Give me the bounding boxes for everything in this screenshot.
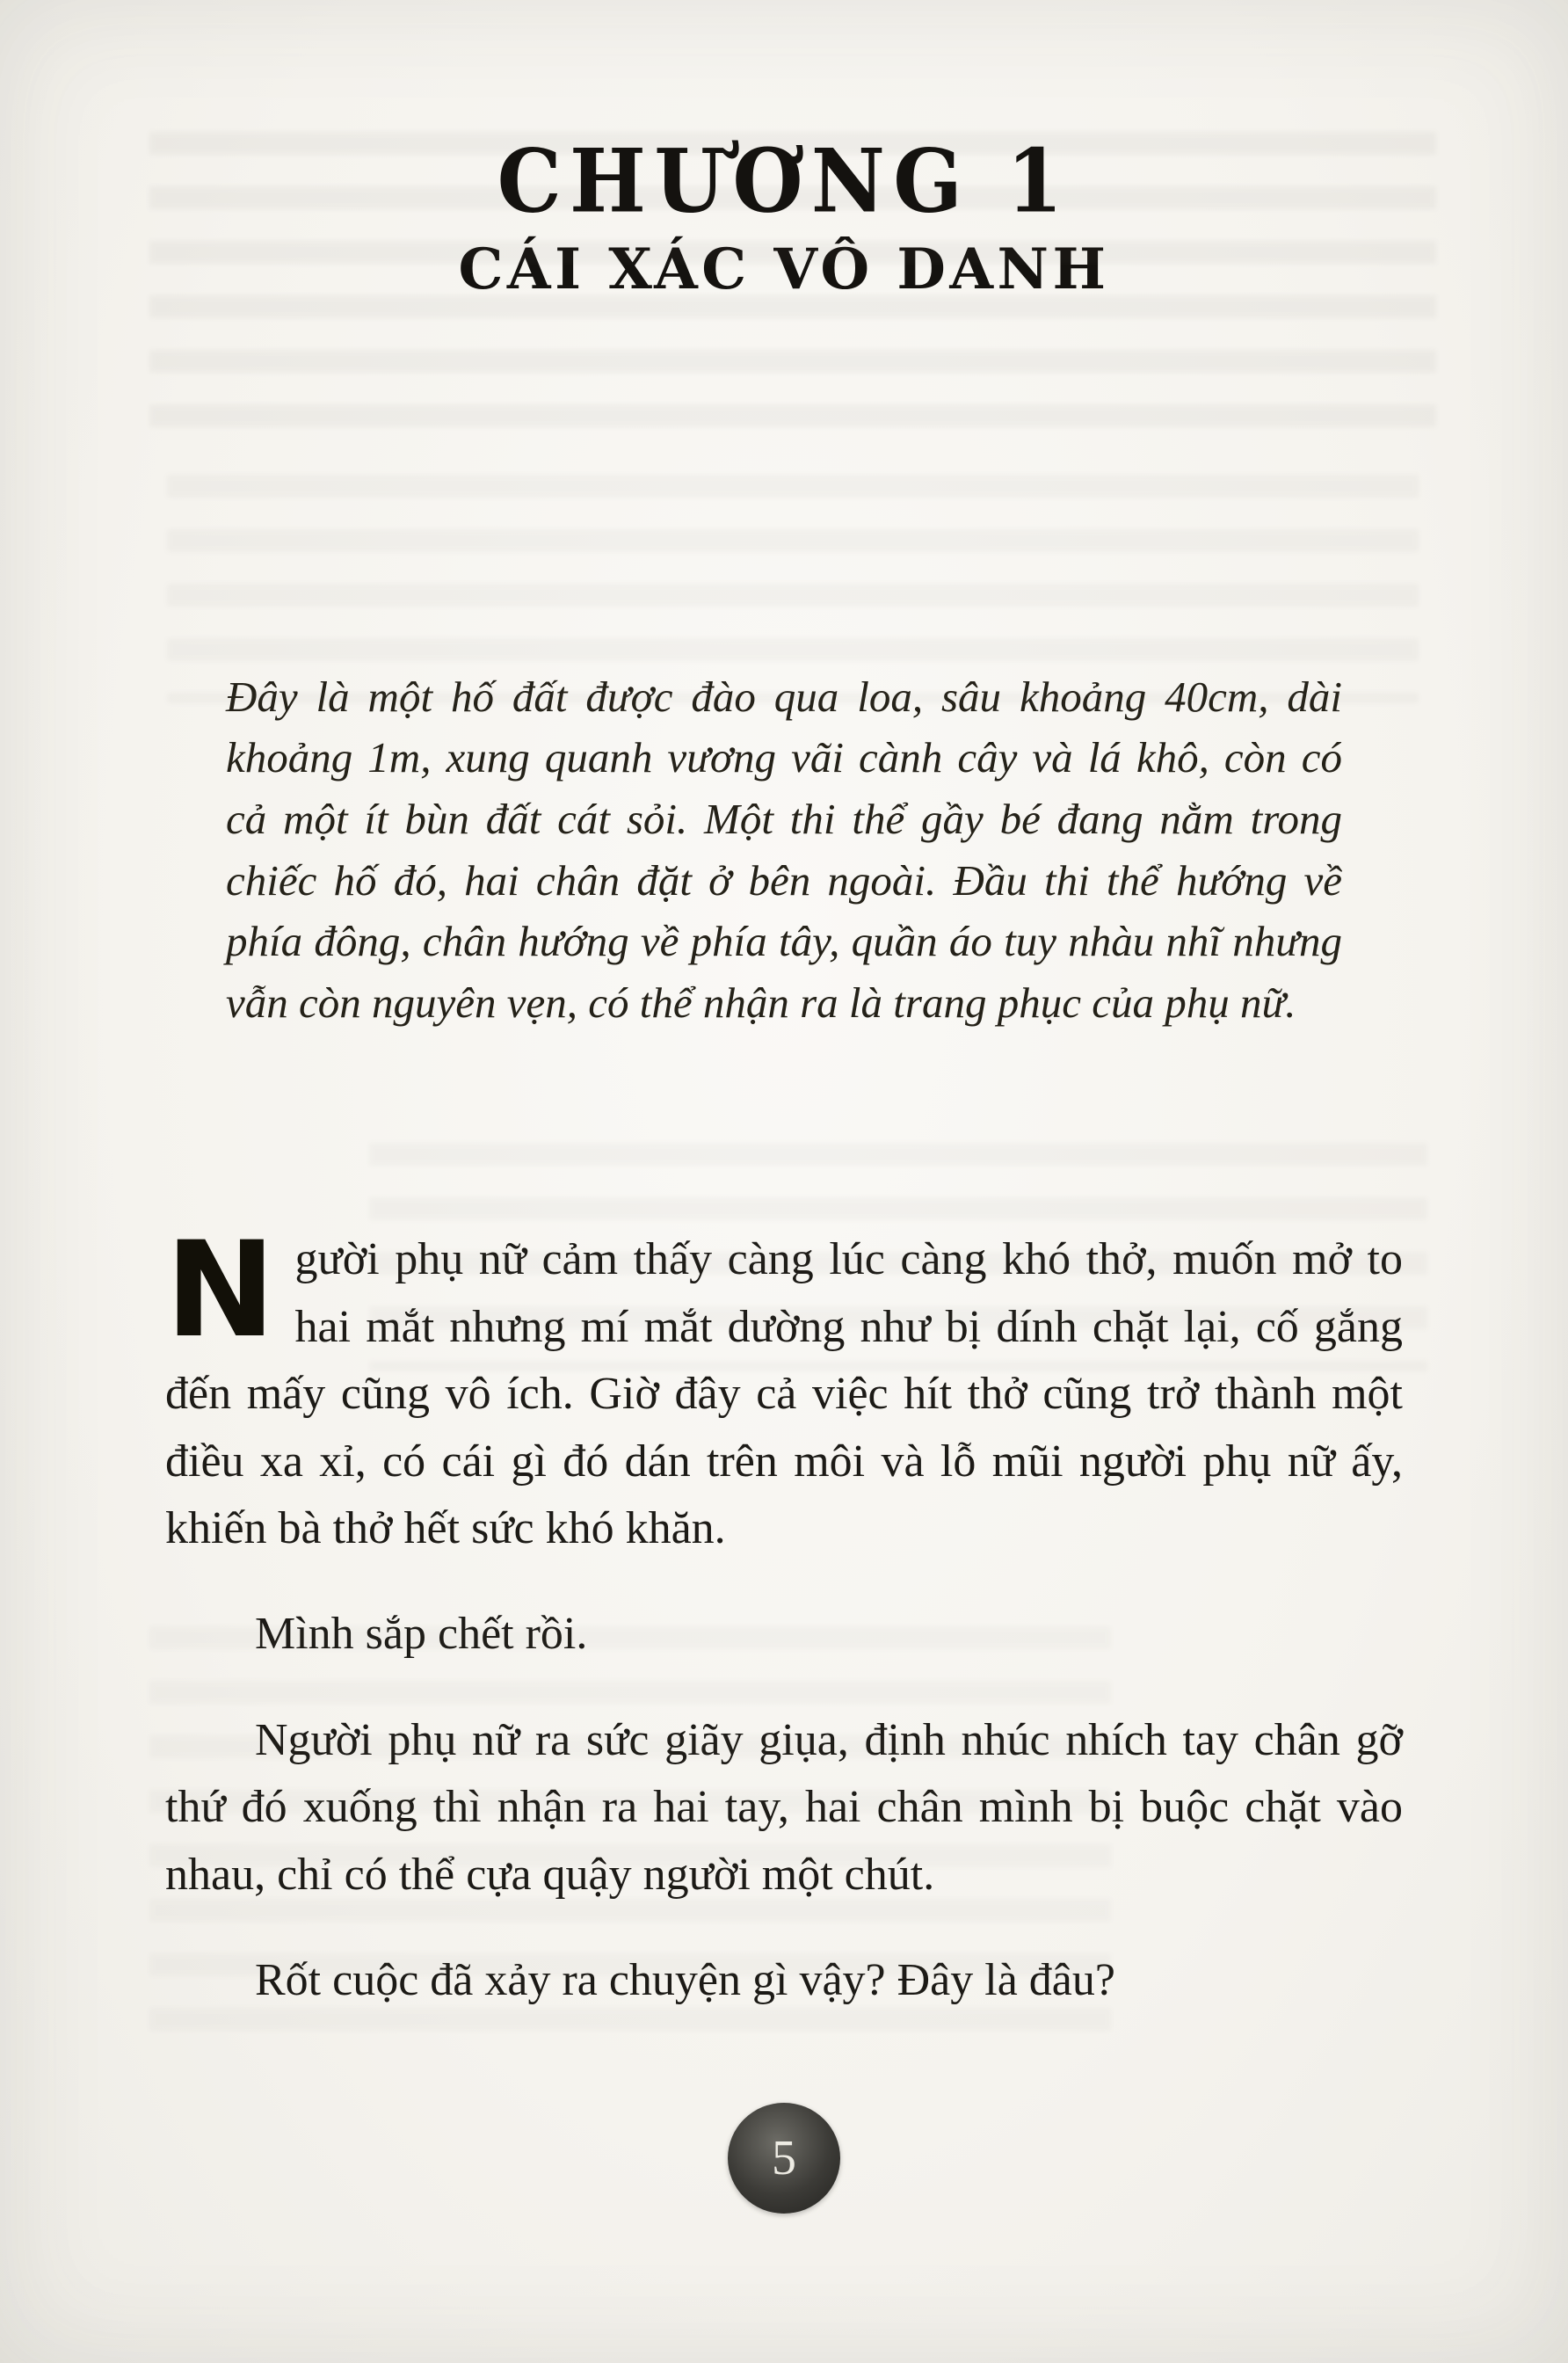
page-number: 5: [772, 2131, 796, 2185]
chapter-number: CHƯƠNG 1: [497, 129, 1071, 233]
paragraph: Rốt cuộc đã xảy ra chuyện gì vậy? Đây là đâu?: [255, 1955, 1115, 2006]
dropcap: N: [165, 1214, 276, 1368]
epigraph: Đây là một hố đất được đào qua loa, sâu khoảng 40cm, dài khoảng 1m, xung quanh vương vãi cành cây và lá khô, còn có cả một ít bùn đất cát sỏi. Một thi thể gầy bé đang nằm trong chiếc hố đó, hai chân đặt ở bên ngoài. Đầu thi thể hướng về phía đông, chân hướng về phía tây, quần áo tuy nhàu nhĩ nhưng vẫn còn nguyên vẹn, có thể nhận ra là trang phục của phụ nữ.: [226, 672, 1342, 1027]
page-number-badge: [728, 2103, 840, 2214]
paragraph: Người phụ nữ ra sức giãy giụa, định nhúc nhích tay chân gỡ thứ đó xuống thì nhận ra hai tay, hai chân mình bị buộc chặt vào nhau, chỉ có thể cựa quậy người một chút.: [165, 1714, 1403, 1900]
chapter-body: [165, 1214, 1403, 2014]
paragraph-text: gười phụ nữ cảm thấy càng lúc càng khó thở, muốn mở to hai mắt nhưng mí mắt dường như bị dính chặt lại, cố gắng đến mấy cũng vô ích. Giờ đây cả việc hít thở cũng trở thành một điều xa xỉ, có cái gì đó dán trên môi và lỗ mũi người phụ nữ ấy, khiến bà thở hết sức khó khăn.: [165, 1234, 1403, 1553]
chapter-title: CÁI XÁC VÔ DANH: [458, 236, 1110, 302]
chapter-header: [0, 0, 1568, 302]
paragraph: [165, 1214, 1403, 1562]
paragraph: Mình sắp chết rồi.: [255, 1609, 588, 1660]
